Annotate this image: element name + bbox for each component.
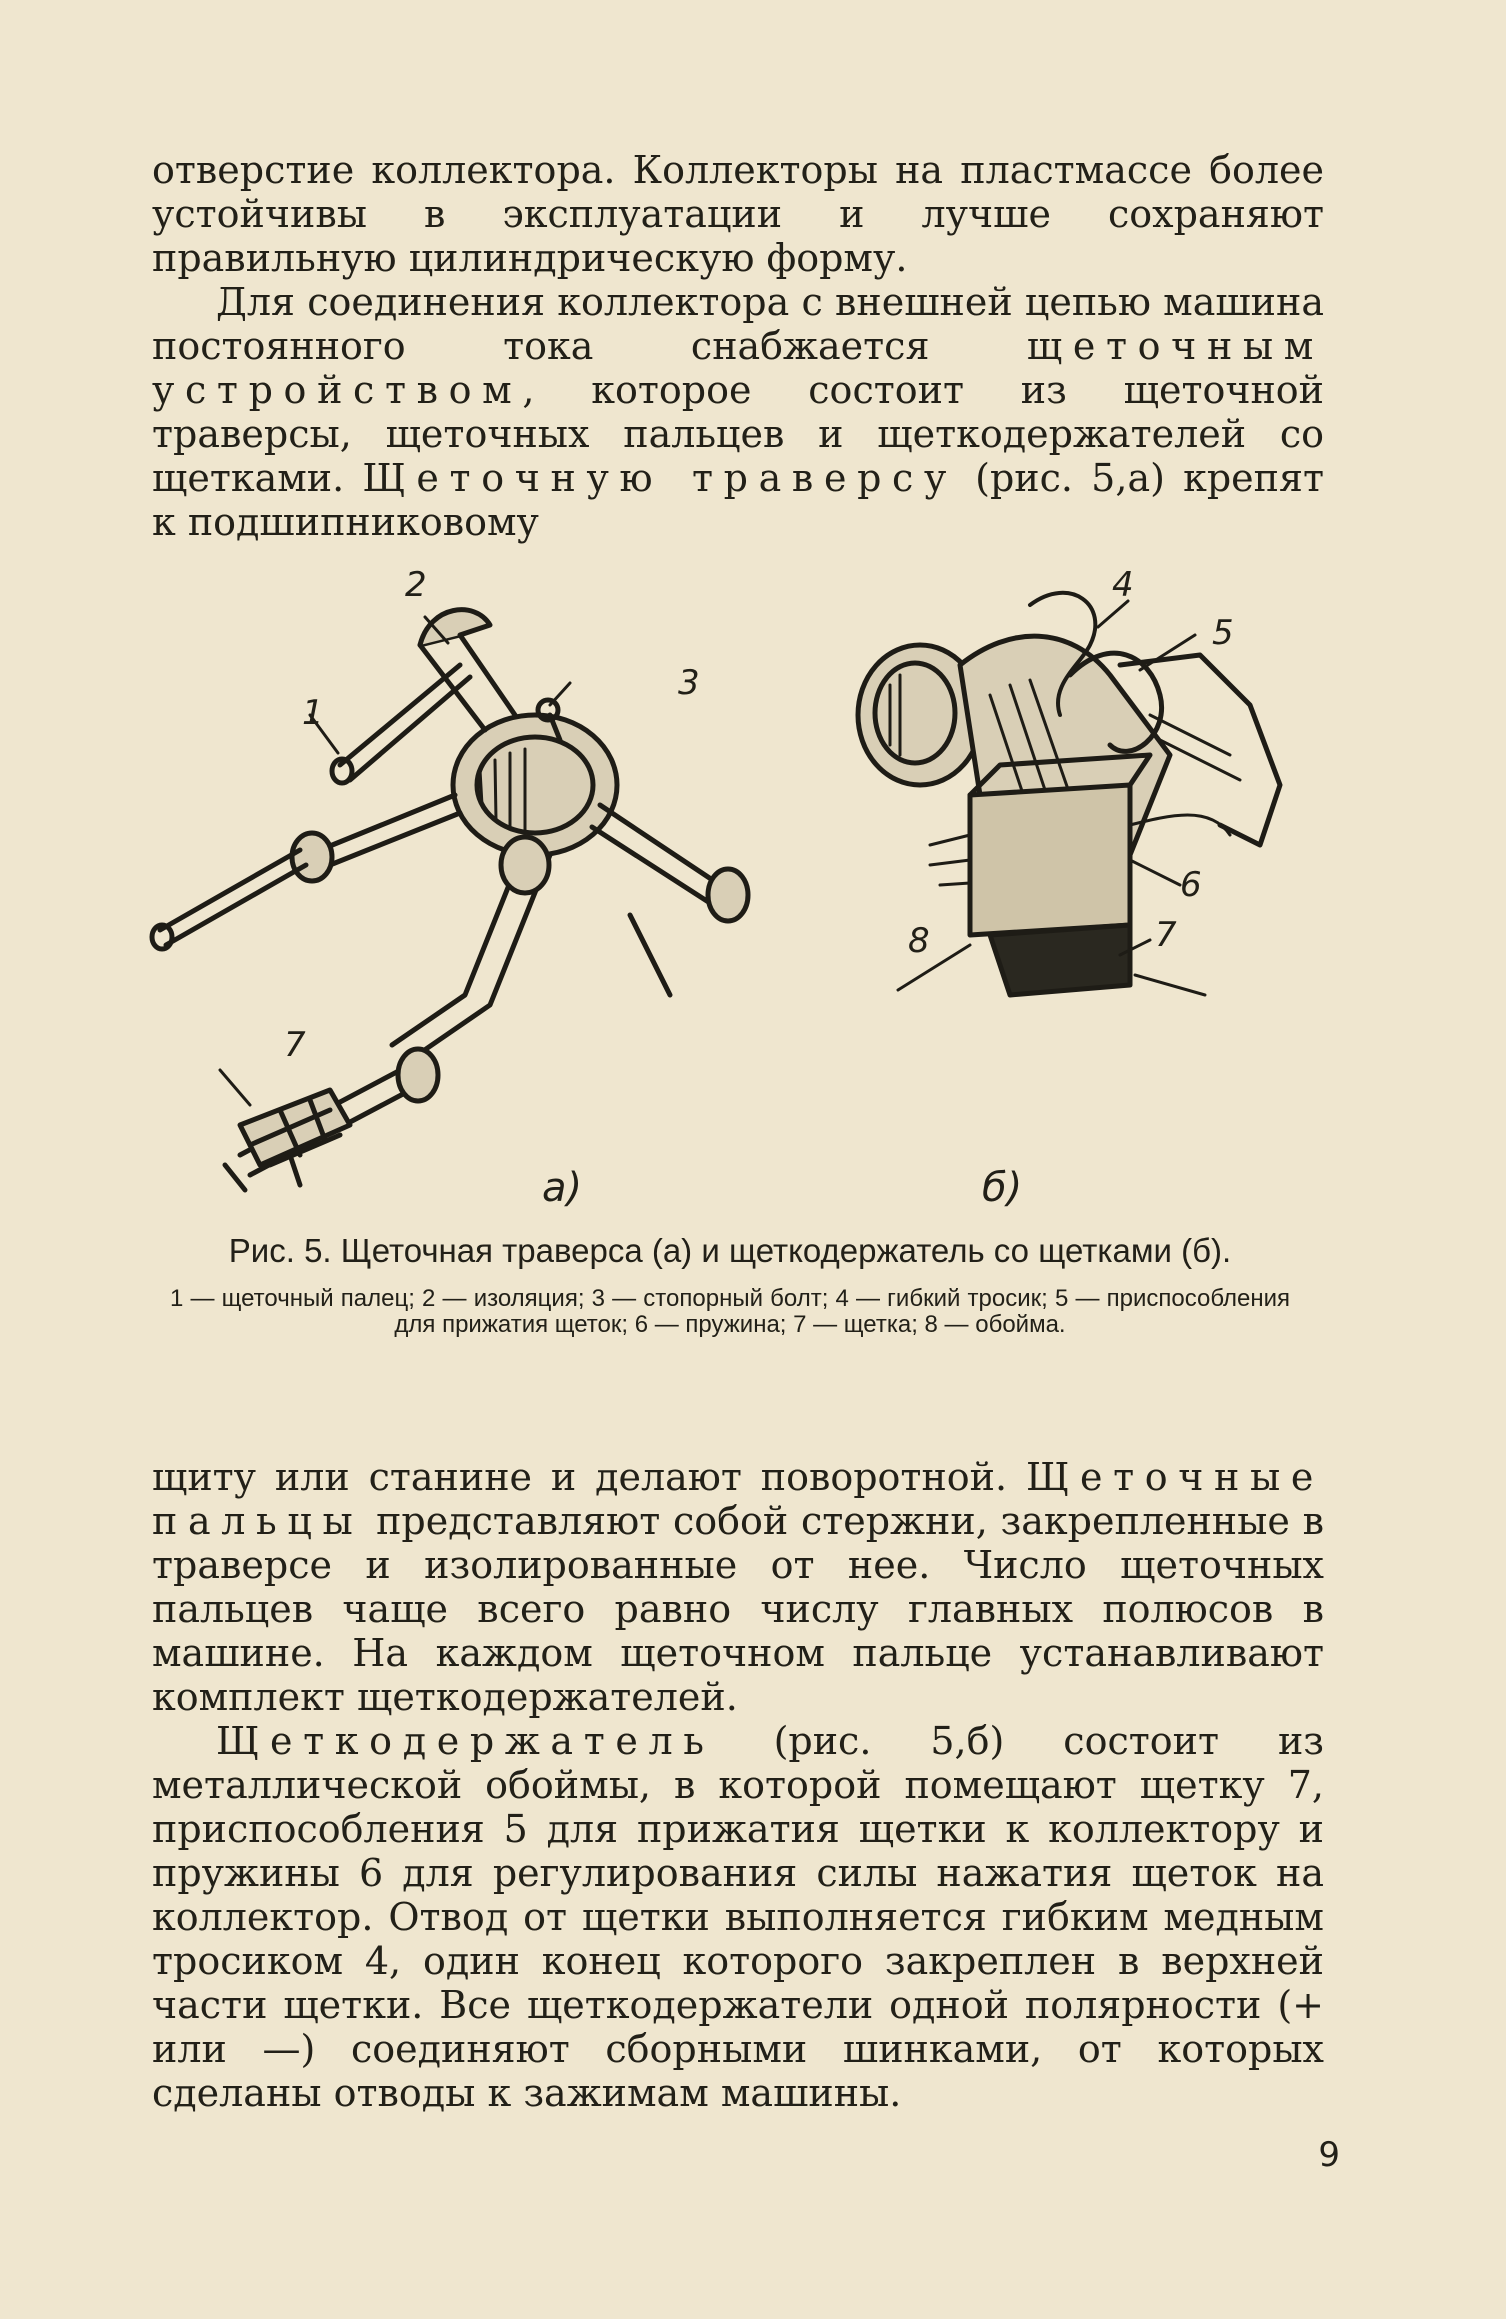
- subfigure-label-a: а): [542, 1165, 583, 1211]
- figure-label-7a: 7: [284, 1025, 306, 1065]
- emphasis-term: Щеточную траверсу: [362, 456, 957, 500]
- figure-label-2: 2: [405, 565, 427, 605]
- caption-title: Рис. 5. Щеточная траверса (а) и щеткодержатель со щетками (б).: [228, 1232, 1232, 1269]
- figure-label-3: 3: [678, 663, 700, 703]
- figure-5: [130, 565, 1340, 1225]
- emphasis-term: Щеточные пальцы: [152, 1455, 1324, 1543]
- paragraph-top: [152, 148, 1324, 544]
- figure-label-7b: 7: [1155, 915, 1177, 955]
- page-number: 9: [1318, 2135, 1340, 2175]
- figure-label-6: 6: [1180, 865, 1202, 905]
- emphasis-term: Щеткодержатель: [216, 1719, 715, 1763]
- paragraph-3: щиту или станине и делают поворотной. Щеточные пальцы представляют собой стержни, закрепленные в траверсе и изолированные от нее. Число щеточных пальцев чаще всего равно числу главных полюсов в машине. На каждом щеточном пальце устанавливают комплект щеткодержателей.: [152, 1455, 1324, 1719]
- figure-label-5: 5: [1212, 613, 1234, 653]
- figure-label-4: 4: [1112, 565, 1134, 605]
- figure-illustration: [130, 565, 1340, 1225]
- figure-label-8: 8: [908, 921, 930, 961]
- caption-legend: 1 — щеточный палец; 2 — изоляция; 3 — стопорный болт; 4 — гибкий тросик; 5 — приспособления для прижатия щеток; 6 — пружина; 7 — щетка; 8 — обойма.: [170, 1285, 1290, 1338]
- paragraph-1: отверстие коллектора. Коллекторы на пластмассе более устойчивы в эксплуатации и лучше сохраняют правильную цилиндрическую форму.: [152, 148, 1324, 280]
- paragraph-bottom: [152, 1455, 1324, 2115]
- figure-label-1: 1: [302, 693, 324, 733]
- subfigure-label-b: б): [982, 1165, 1023, 1211]
- paragraph-2: Для соединения коллектора с внешней цепью машина постоянного тока снабжается щеточным устройством, которое состоит из щеточной траверсы, щеточных пальцев и щеткодержателей со щетками. Щеточную траверсу (рис. 5,а) крепят к подшипниковому: [152, 280, 1324, 544]
- paragraph-4: Щеткодержатель (рис. 5,б) состоит из металлической обоймы, в которой помещают щетку 7, приспособления 5 для прижатия щетки к коллектору и пружины 6 для регулирования силы нажатия щеток на коллектор. Отвод от щетки выполняется гибким медным тросиком 4, один конец которого закреплен в верхней части щетки. Все щеткодержатели одной полярности (+ или —) соединяют сборными шинками, от которых сделаны отводы к зажимам машины.: [152, 1719, 1324, 2115]
- brush-traverse-drawing: [152, 610, 748, 1190]
- figure-caption: [170, 1232, 1290, 1338]
- emphasis-term: щеточным устройством: [152, 324, 1324, 412]
